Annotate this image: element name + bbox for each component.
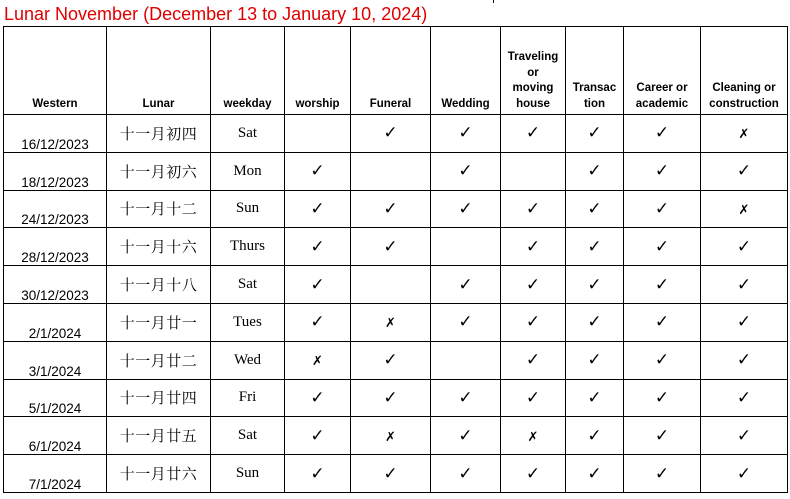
column-header-wedding[interactable] (431, 27, 501, 115)
weekday-cell[interactable]: Sun (211, 190, 285, 228)
lunar-date-cell[interactable]: 十一月十六 (107, 228, 211, 266)
checkmark-icon: ✓ (310, 236, 325, 257)
checkmark-icon: ✓ (383, 387, 398, 408)
unsuitable-cell[interactable] (501, 417, 566, 455)
suitable-cell[interactable] (701, 228, 788, 266)
column-header-funeral[interactable] (351, 27, 431, 115)
checkmark-icon: ✓ (310, 161, 325, 182)
column-header-line: Career or (636, 82, 688, 94)
suitable-cell[interactable] (285, 152, 351, 190)
checkmark-icon: ✓ (310, 463, 325, 484)
suitable-cell[interactable] (285, 455, 351, 493)
table-row (4, 303, 788, 341)
cross-icon: ✗ (385, 316, 396, 332)
checkmark-icon: ✓ (310, 312, 325, 333)
checkmark-icon: ✓ (383, 123, 398, 144)
suitable-cell[interactable] (624, 266, 701, 304)
weekday-cell[interactable]: Sun (211, 455, 285, 493)
suitable-cell[interactable] (624, 379, 701, 417)
suitable-cell[interactable] (624, 115, 701, 153)
empty-cell[interactable] (431, 228, 501, 266)
cross-icon: ✗ (385, 429, 396, 445)
checkmark-icon: ✓ (525, 463, 541, 484)
checkmark-icon: ✓ (310, 198, 325, 219)
column-header-line: or (527, 66, 539, 79)
unsuitable-cell[interactable] (285, 341, 351, 379)
table-header-row (4, 27, 788, 115)
checkmark-icon: ✓ (587, 161, 602, 182)
checkmark-icon: ✓ (654, 312, 670, 333)
checkmark-icon: ✓ (736, 387, 752, 408)
weekday-cell[interactable]: Sat (211, 266, 285, 304)
checkmark-icon: ✓ (736, 236, 752, 257)
suitable-cell[interactable] (285, 417, 351, 455)
page-title: Lunar November (December 13 to January 10, 2024) (4, 4, 428, 24)
column-header-line: tion (583, 97, 606, 110)
suitable-cell[interactable] (501, 341, 566, 379)
suitable-cell[interactable] (624, 455, 701, 493)
lunar-date-cell[interactable]: 十一月十二 (107, 190, 211, 228)
western-date-cell[interactable]: 28/12/2023 (4, 228, 107, 266)
suitable-cell[interactable] (566, 379, 624, 417)
suitable-cell[interactable] (624, 152, 701, 190)
suitable-cell[interactable] (431, 190, 501, 228)
suitable-cell[interactable] (566, 190, 624, 228)
checkmark-icon: ✓ (654, 123, 670, 144)
lunar-date-cell[interactable]: 十一月廿一 (107, 303, 211, 341)
western-date-cell[interactable]: 5/1/2024 (4, 379, 107, 417)
suitable-cell[interactable] (351, 341, 431, 379)
table-row (4, 455, 788, 493)
column-header-lunar[interactable] (107, 27, 211, 115)
checkmark-icon: ✓ (587, 274, 602, 295)
suitable-cell[interactable] (431, 417, 501, 455)
checkmark-icon: ✓ (654, 387, 670, 408)
suitable-cell[interactable] (566, 341, 624, 379)
table-row (4, 266, 788, 304)
empty-cell[interactable] (501, 152, 566, 190)
checkmark-icon: ✓ (525, 198, 541, 219)
checkmark-icon: ✓ (383, 236, 398, 257)
checkmark-icon: ✓ (654, 463, 670, 484)
lunar-date-cell[interactable]: 十一月初四 (107, 115, 211, 153)
table-row (4, 379, 788, 417)
checkmark-icon: ✓ (458, 387, 473, 408)
suitable-cell[interactable] (624, 228, 701, 266)
checkmark-icon: ✓ (654, 198, 670, 219)
suitable-cell[interactable] (501, 228, 566, 266)
column-header-line: Traveling (507, 51, 559, 63)
unsuitable-cell[interactable] (701, 190, 788, 228)
checkmark-icon: ✓ (654, 350, 670, 371)
suitable-cell[interactable] (431, 152, 501, 190)
western-date-cell[interactable]: 6/1/2024 (4, 417, 107, 455)
table-row (4, 115, 788, 153)
column-header-weekday[interactable] (211, 27, 285, 115)
suitable-cell[interactable] (285, 228, 351, 266)
empty-cell[interactable] (351, 266, 431, 304)
table-body (4, 115, 788, 493)
checkmark-icon: ✓ (587, 236, 602, 257)
checkmark-icon: ✓ (458, 274, 473, 295)
suitable-cell[interactable] (351, 228, 431, 266)
checkmark-icon: ✓ (525, 312, 541, 333)
suitable-cell[interactable] (701, 455, 788, 493)
cell-cursor-tick (493, 0, 494, 3)
column-header-traveling[interactable] (501, 27, 566, 115)
table-row (4, 152, 788, 190)
suitable-cell[interactable] (566, 455, 624, 493)
suitable-cell[interactable] (285, 379, 351, 417)
checkmark-icon: ✓ (587, 425, 602, 446)
checkmark-icon: ✓ (310, 425, 325, 446)
weekday-cell[interactable]: Sat (211, 115, 285, 153)
checkmark-icon: ✓ (736, 312, 752, 333)
western-date-cell[interactable]: 16/12/2023 (4, 115, 107, 153)
checkmark-icon: ✓ (383, 198, 398, 219)
checkmark-icon: ✓ (458, 161, 473, 182)
suitable-cell[interactable] (431, 115, 501, 153)
suitable-cell[interactable] (566, 115, 624, 153)
suitable-cell[interactable] (501, 190, 566, 228)
column-header-cleaning[interactable] (701, 27, 788, 115)
table-row (4, 190, 788, 228)
column-header-line: academic (635, 97, 689, 110)
checkmark-icon: ✓ (587, 463, 602, 484)
weekday-cell[interactable]: Thurs (211, 228, 285, 266)
column-header-line: moving (512, 82, 554, 94)
suitable-cell[interactable] (501, 379, 566, 417)
lunar-date-cell[interactable]: 十一月廿二 (107, 341, 211, 379)
checkmark-icon: ✓ (525, 387, 541, 408)
suitable-cell[interactable] (624, 190, 701, 228)
western-date-cell[interactable]: 18/12/2023 (4, 152, 107, 190)
suitable-cell[interactable] (351, 455, 431, 493)
column-header-line: Lunar (142, 97, 175, 110)
checkmark-icon: ✓ (654, 274, 670, 295)
checkmark-icon: ✓ (736, 350, 752, 371)
suitable-cell[interactable] (701, 303, 788, 341)
checkmark-icon: ✓ (736, 161, 752, 182)
suitable-cell[interactable] (351, 190, 431, 228)
column-header-line: house (516, 97, 550, 110)
cross-icon: ✗ (527, 429, 539, 445)
auspicious-days-table (3, 26, 788, 493)
checkmark-icon: ✓ (458, 123, 473, 144)
lunar-date-cell[interactable]: 十一月廿四 (107, 379, 211, 417)
checkmark-icon: ✓ (383, 350, 398, 371)
cross-icon: ✗ (738, 202, 750, 218)
weekday-cell[interactable]: Tues (211, 303, 285, 341)
column-header-line: Western (32, 97, 78, 110)
unsuitable-cell[interactable] (351, 417, 431, 455)
suitable-cell[interactable] (351, 115, 431, 153)
western-date-cell[interactable]: 3/1/2024 (4, 341, 107, 379)
checkmark-icon: ✓ (654, 161, 670, 182)
suitable-cell[interactable] (566, 228, 624, 266)
suitable-cell[interactable] (624, 303, 701, 341)
empty-cell[interactable] (285, 115, 351, 153)
suitable-cell[interactable] (701, 152, 788, 190)
suitable-cell[interactable] (431, 266, 501, 304)
lunar-date-cell[interactable]: 十一月十八 (107, 266, 211, 304)
cross-icon: ✗ (312, 354, 323, 370)
checkmark-icon: ✓ (736, 425, 752, 446)
checkmark-icon: ✓ (654, 236, 670, 257)
checkmark-icon: ✓ (736, 463, 752, 484)
unsuitable-cell[interactable] (351, 303, 431, 341)
checkmark-icon: ✓ (525, 236, 541, 257)
weekday-cell[interactable]: Fri (211, 379, 285, 417)
western-date-cell[interactable]: 7/1/2024 (4, 455, 107, 493)
cross-icon: ✗ (738, 127, 750, 143)
column-header-line: Transac (572, 82, 617, 94)
western-date-cell[interactable]: 24/12/2023 (4, 190, 107, 228)
suitable-cell[interactable] (431, 455, 501, 493)
weekday-cell[interactable]: Wed (211, 341, 285, 379)
suitable-cell[interactable] (566, 152, 624, 190)
checkmark-icon: ✓ (525, 350, 541, 371)
checkmark-icon: ✓ (458, 463, 473, 484)
suitable-cell[interactable] (285, 190, 351, 228)
unsuitable-cell[interactable] (701, 115, 788, 153)
column-header-career[interactable] (624, 27, 701, 115)
column-header-line: worship (295, 97, 340, 110)
weekday-cell[interactable]: Mon (211, 152, 285, 190)
suitable-cell[interactable] (566, 266, 624, 304)
suitable-cell[interactable] (701, 266, 788, 304)
table-row (4, 341, 788, 379)
lunar-date-cell[interactable]: 十一月初六 (107, 152, 211, 190)
western-date-cell[interactable]: 2/1/2024 (4, 303, 107, 341)
checkmark-icon: ✓ (654, 425, 670, 446)
checkmark-icon: ✓ (587, 198, 602, 219)
checkmark-icon: ✓ (383, 463, 398, 484)
suitable-cell[interactable] (701, 379, 788, 417)
column-header-line: weekday (223, 97, 272, 110)
checkmark-icon: ✓ (310, 274, 325, 295)
suitable-cell[interactable] (285, 303, 351, 341)
column-header-worship[interactable] (285, 27, 351, 115)
column-header-line: Cleaning or (712, 82, 776, 94)
column-header-line: Funeral (369, 97, 412, 110)
checkmark-icon: ✓ (587, 387, 602, 408)
column-header-line: construction (709, 97, 779, 110)
column-header-transaction[interactable] (566, 27, 624, 115)
checkmark-icon: ✓ (458, 312, 473, 333)
suitable-cell[interactable] (501, 455, 566, 493)
lunar-date-cell[interactable]: 十一月廿五 (107, 417, 211, 455)
suitable-cell[interactable] (624, 341, 701, 379)
checkmark-icon: ✓ (736, 274, 752, 295)
suitable-cell[interactable] (566, 417, 624, 455)
suitable-cell[interactable] (431, 303, 501, 341)
checkmark-icon: ✓ (587, 312, 602, 333)
table-row (4, 417, 788, 455)
suitable-cell[interactable] (701, 341, 788, 379)
suitable-cell[interactable] (285, 266, 351, 304)
checkmark-icon: ✓ (525, 274, 541, 295)
checkmark-icon: ✓ (587, 123, 602, 144)
checkmark-icon: ✓ (310, 387, 325, 408)
suitable-cell[interactable] (501, 266, 566, 304)
suitable-cell[interactable] (431, 379, 501, 417)
checkmark-icon: ✓ (587, 350, 602, 371)
suitable-cell[interactable] (566, 303, 624, 341)
empty-cell[interactable] (431, 341, 501, 379)
checkmark-icon: ✓ (525, 123, 541, 144)
lunar-date-cell[interactable]: 十一月廿六 (107, 455, 211, 493)
column-header-line: Wedding (441, 97, 490, 110)
suitable-cell[interactable] (701, 417, 788, 455)
column-header-western[interactable] (4, 27, 107, 115)
suitable-cell[interactable] (501, 303, 566, 341)
weekday-cell[interactable]: Sat (211, 417, 285, 455)
checkmark-icon: ✓ (458, 425, 473, 446)
empty-cell[interactable] (351, 152, 431, 190)
western-date-cell[interactable]: 30/12/2023 (4, 266, 107, 304)
checkmark-icon: ✓ (458, 198, 473, 219)
suitable-cell[interactable] (624, 417, 701, 455)
suitable-cell[interactable] (351, 379, 431, 417)
table-row (4, 228, 788, 266)
suitable-cell[interactable] (501, 115, 566, 153)
